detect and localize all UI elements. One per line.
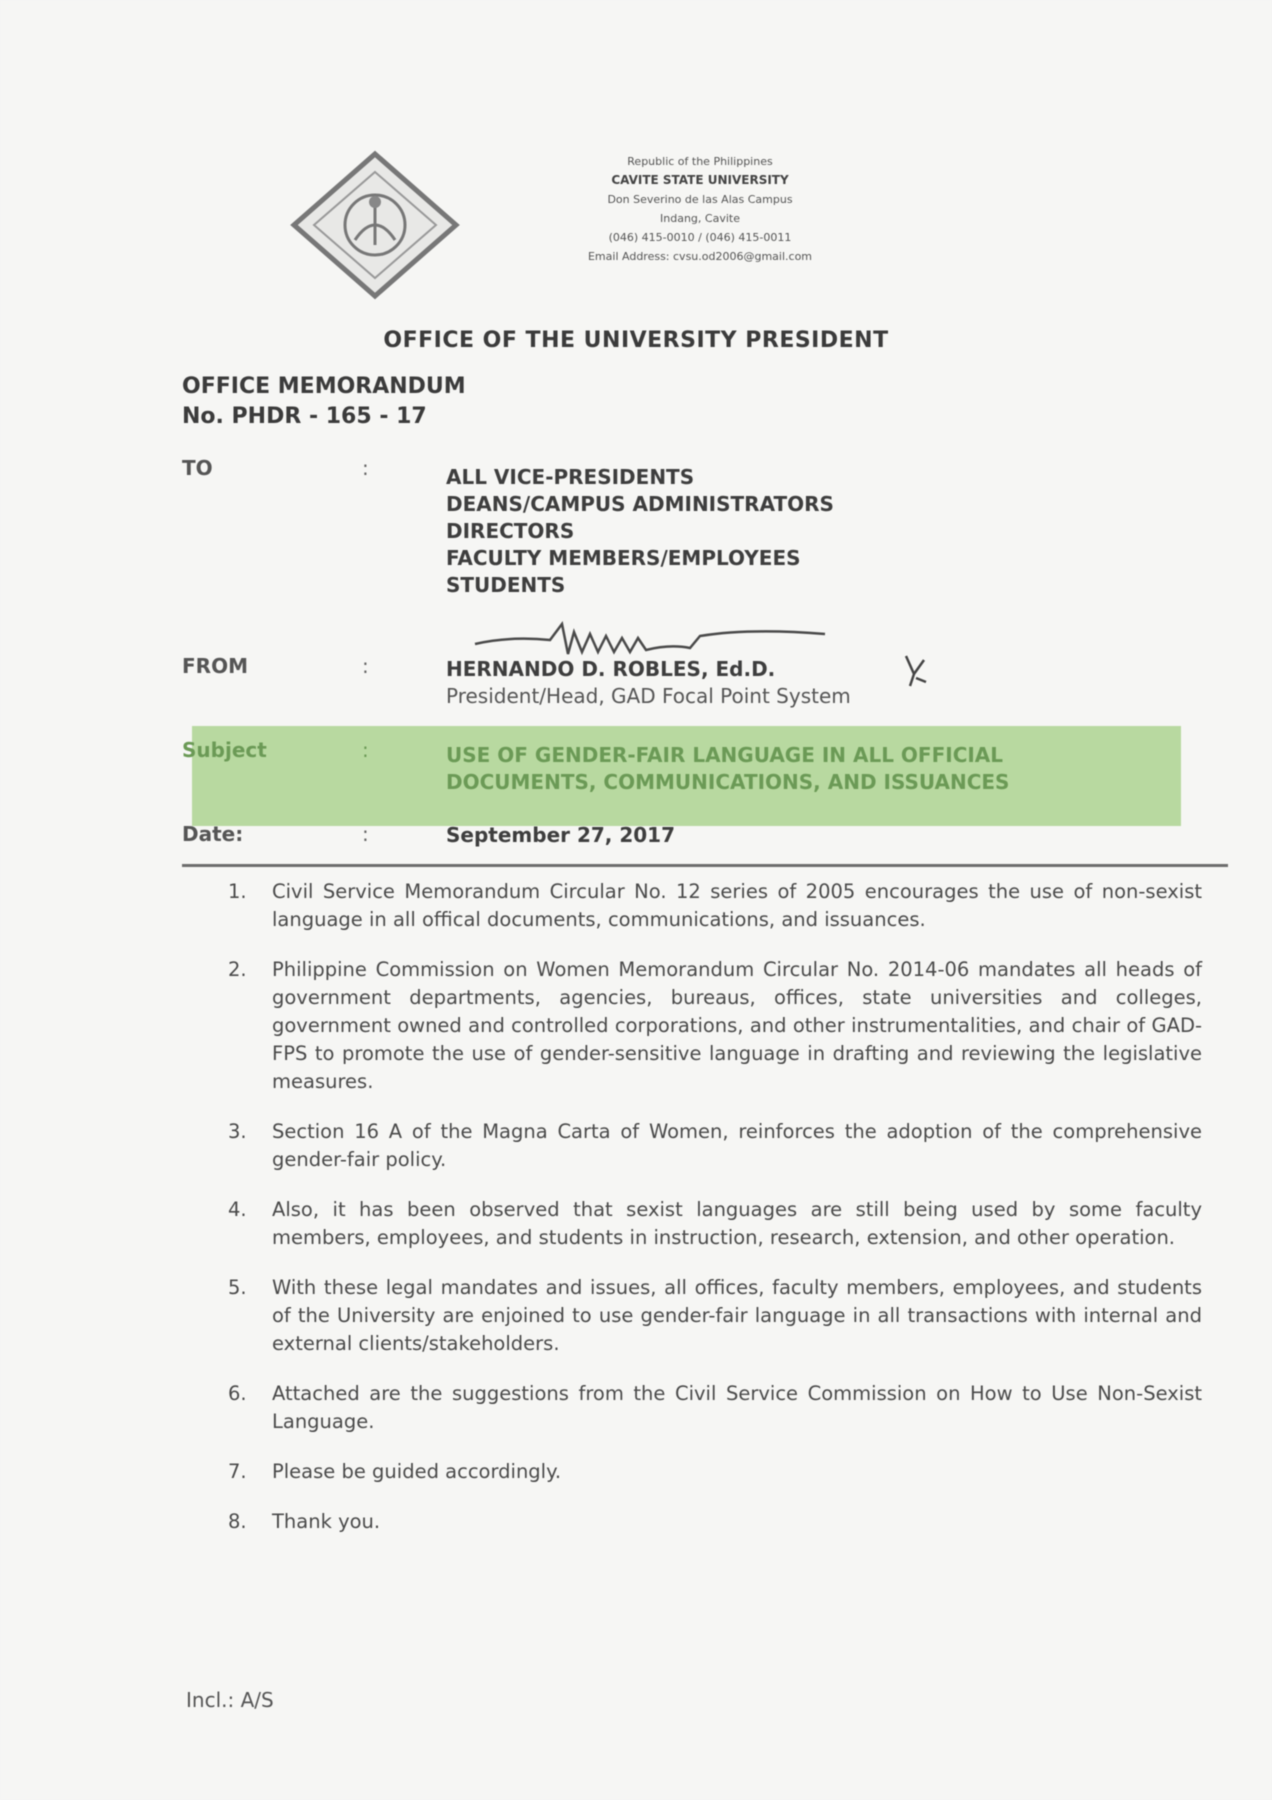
list-item [228,1274,1202,1358]
recipient: DEANS/CAMPUS ADMINISTRATORS [446,492,834,516]
to-colon: : [362,456,369,480]
list-item [228,1458,1202,1486]
to-recipients [446,464,834,599]
item-text: Section 16 A of the Magna Carta of Women, reinforces the adoption of the comprehensive gender-fair policy. [272,1120,1202,1171]
university-seal-icon [290,150,460,300]
item-text: Also, it has been observed that sexist languages are still being used by some faculty members, employees, and students in instruction, research, extension, and other operation. [272,1198,1202,1249]
letterhead-email: Email Address: cvsu.od2006@gmail.com [587,250,813,263]
item-number: 3. [228,1120,247,1143]
item-text: Please be guided accordingly. [272,1460,562,1483]
enclosure-note: Incl.: A/S [186,1688,274,1712]
recipient: STUDENTS [446,573,566,597]
recipient: ALL VICE-PRESIDENTS [446,465,695,489]
letterhead-campus: Don Severino de las Alas Campus [607,193,793,206]
list-item [228,878,1202,934]
item-number: 1. [228,880,247,903]
recipient: DIRECTORS [446,519,575,543]
header-divider [182,864,1228,867]
subject-line: USE OF GENDER-FAIR LANGUAGE IN ALL OFFICIAL [446,743,1004,767]
subject-label: Subject [182,738,267,762]
item-number: 5. [228,1276,247,1299]
from-block [446,656,851,710]
to-label: TO [182,456,213,480]
memo-heading [182,372,466,432]
item-number: 4. [228,1198,247,1221]
list-item [228,1380,1202,1436]
date-value: September 27, 2017 [446,823,676,847]
list-item [228,1118,1202,1174]
date-colon: : [362,822,369,846]
list-item [228,1508,1202,1536]
item-number: 7. [228,1460,247,1483]
from-colon: : [362,654,369,678]
item-number: 6. [228,1382,247,1405]
item-text: Thank you. [272,1510,381,1533]
letterhead-country: Republic of the Philippines [627,155,773,168]
letterhead-phone: (046) 415-0010 / (046) 415-0011 [608,231,792,244]
item-text: Attached are the suggestions from the Civil Service Commission on How to Use Non-Sexist Language. [272,1382,1202,1433]
list-item [228,1196,1202,1252]
letterhead-location: Indang, Cavite [660,212,740,225]
office-title: OFFICE OF THE UNIVERSITY PRESIDENT [383,328,889,353]
from-label: FROM [182,654,248,678]
initial-mark [900,652,930,688]
date-label: Date: [182,822,244,846]
item-text: Civil Service Memorandum Circular No. 12 series of 2005 encourages the use of non-sexist language in all offical documents, communications, and issuances. [272,880,1202,931]
recipient: FACULTY MEMBERS/EMPLOYEES [446,546,801,570]
item-text: With these legal mandates and issues, all offices, faculty members, employees, and students of the University are enjoined to use gender-fair language in all transactions with internal and external clients/stakeholders. [272,1276,1202,1355]
item-text: Philippine Commission on Women Memorandum Circular No. 2014-06 mandates all heads of government departments, agencies, bureaus, offices, state universities and colleges, government owned and controlled corporations, and other instrumentalities, and chair of GAD-FPS to promote the use of gender-sensitive language in drafting and reviewing the legislative measures. [272,958,1202,1093]
subject-text [446,742,1009,796]
item-number: 2. [228,958,247,981]
memo-type: OFFICE MEMORANDUM [182,374,466,399]
letterhead-university: CAVITE STATE UNIVERSITY [611,173,789,187]
from-title: President/Head, GAD Focal Point System [446,684,851,708]
subject-colon: : [362,738,369,762]
memo-body-list [228,878,1202,1558]
item-number: 8. [228,1510,247,1533]
list-item [228,956,1202,1096]
subject-line: DOCUMENTS, COMMUNICATIONS, AND ISSUANCES [446,770,1010,794]
letterhead [470,152,930,266]
memo-number: No. PHDR - 165 - 17 [182,404,427,429]
from-name: HERNANDO D. ROBLES, Ed.D. [446,657,776,681]
